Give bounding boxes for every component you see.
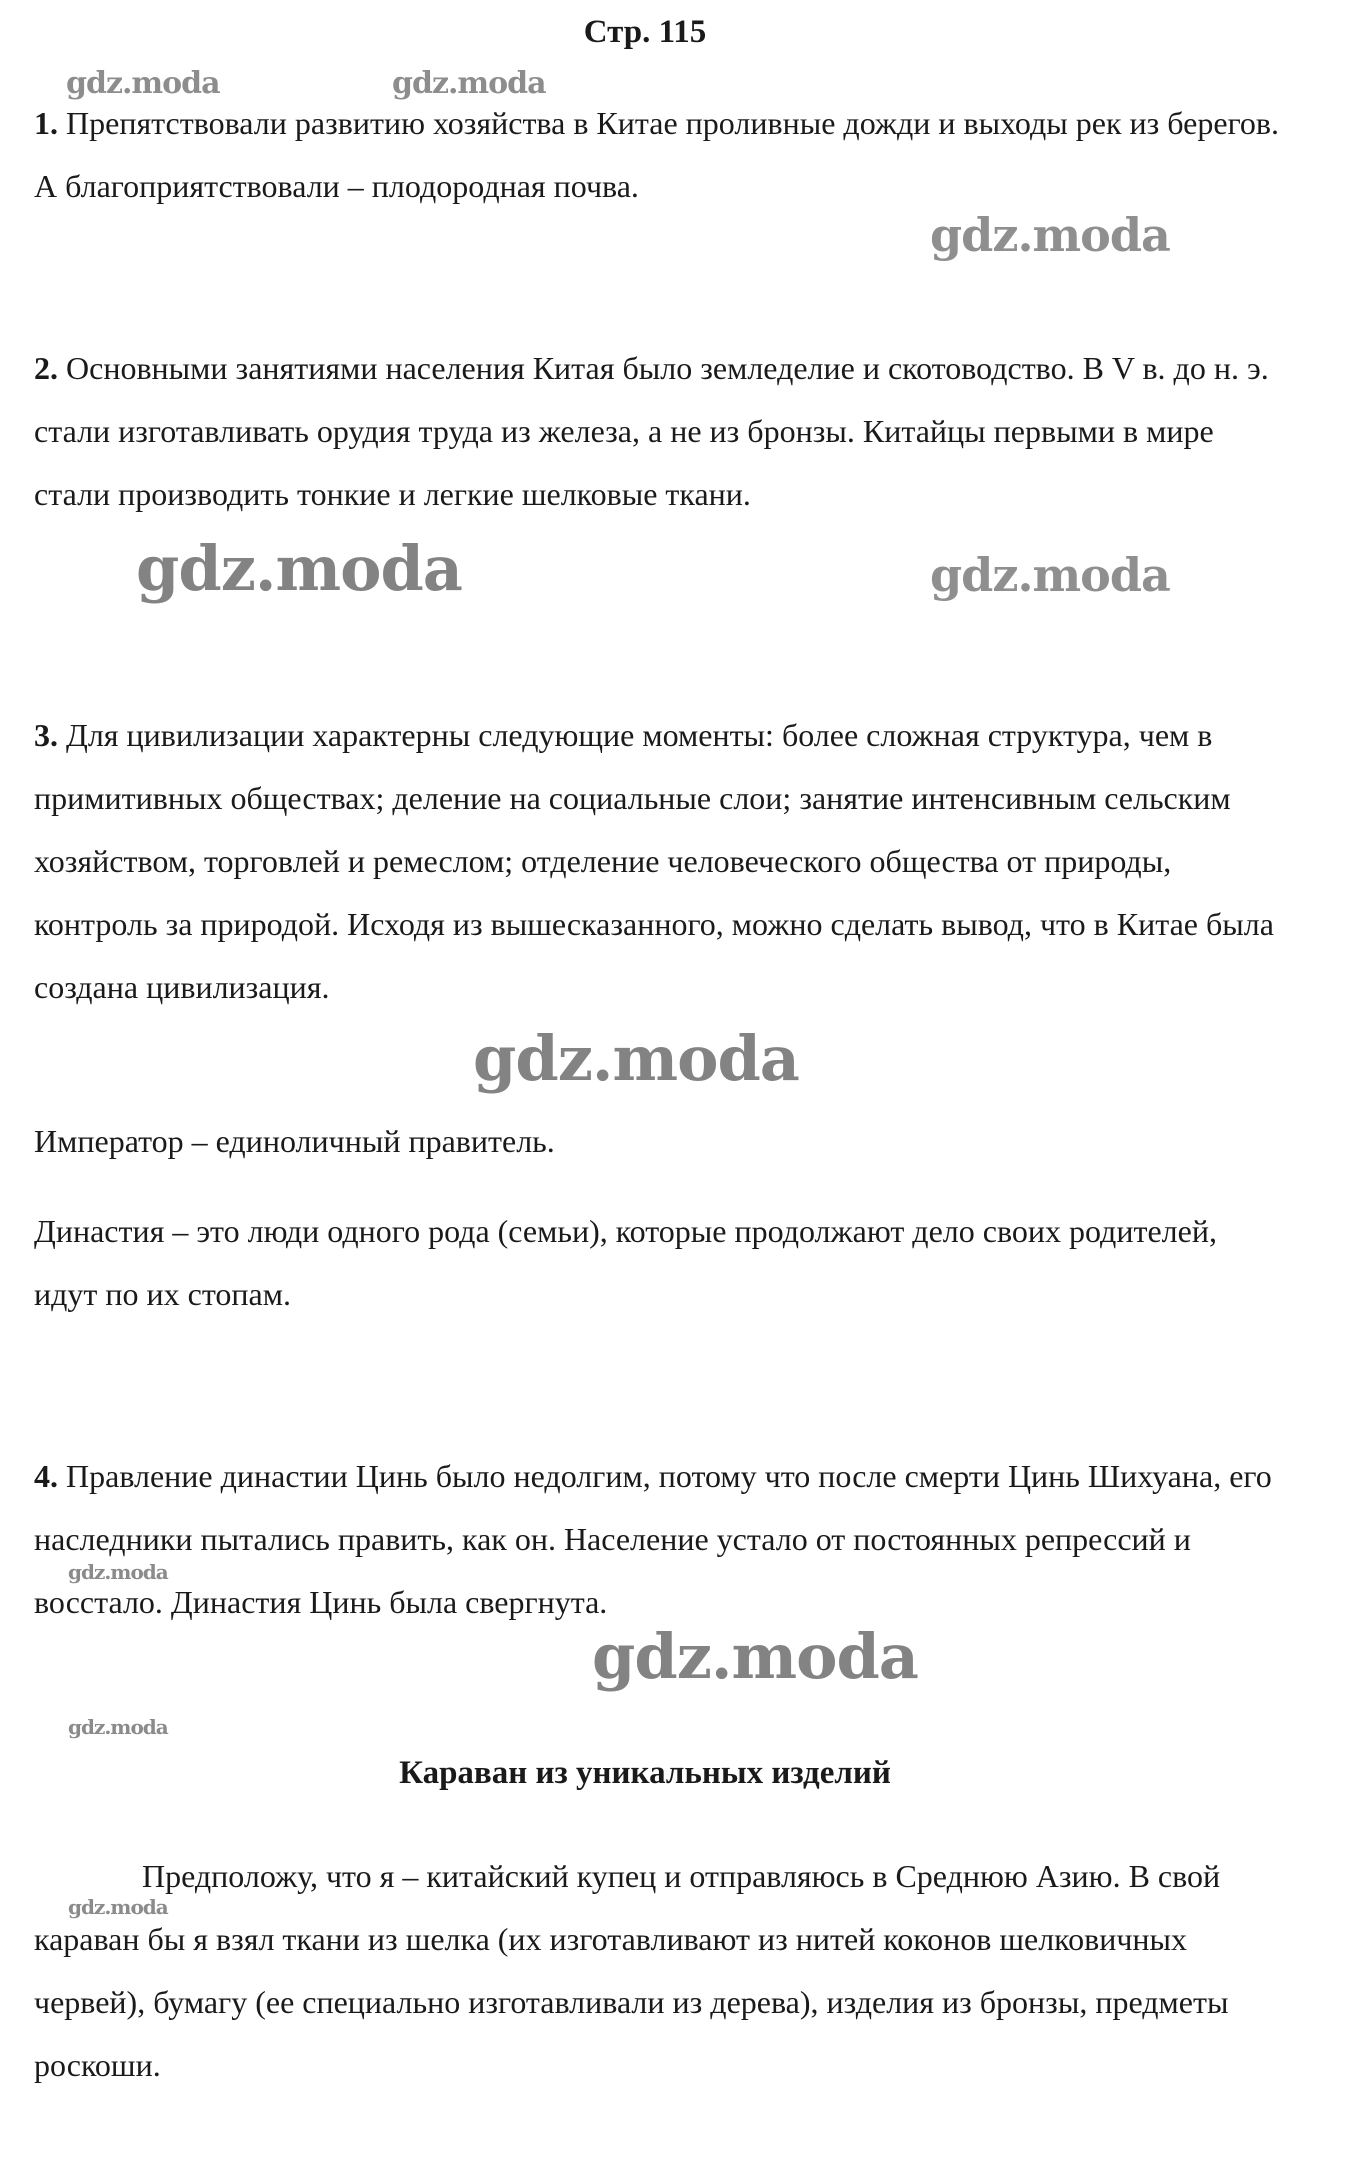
page-title: Стр. 115	[583, 14, 707, 50]
answer-text: Основными занятиями населения Китая было земледелие и скотоводство. В V в. до н. э. стали изготавливать орудия труда из железа, а не из бронзы. Китайцы первыми в мире стали производить тонкие и легкие шелковые ткани.	[34, 350, 1269, 512]
answer-3	[34, 704, 1284, 1019]
watermark: gdz.moda	[930, 548, 1170, 602]
watermark: gdz.moda	[68, 1895, 168, 1919]
watermark: gdz.moda	[68, 1715, 168, 1739]
answer-number: 2.	[34, 350, 58, 386]
watermark: gdz.moda	[930, 208, 1170, 262]
watermark: gdz.moda	[68, 1560, 168, 1584]
answer-number: 4.	[34, 1458, 58, 1494]
watermark: gdz.moda	[392, 66, 546, 101]
answer-text: Препятствовали развитию хозяйства в Китае проливные дожди и выходы рек из берегов. А благоприятствовали – плодородная почва.	[34, 105, 1279, 204]
section-paragraph	[34, 1845, 1284, 2097]
watermark: gdz.moda	[592, 1620, 918, 1693]
definition-dynasty	[34, 1200, 1284, 1326]
watermark: gdz.moda	[66, 66, 220, 101]
answer-number: 1.	[34, 105, 58, 141]
watermark: gdz.moda	[473, 1022, 799, 1095]
answer-number: 3.	[34, 717, 58, 753]
definition-text: Династия – это люди одного рода (семьи), которые продолжают дело своих родителей, идут по их стопам.	[34, 1213, 1217, 1312]
answer-4	[34, 1445, 1284, 1634]
answer-1	[34, 92, 1284, 218]
watermark: gdz.moda	[136, 532, 462, 605]
definition-emperor	[34, 1110, 1284, 1173]
definition-text: Император – единоличный правитель.	[34, 1123, 555, 1159]
answer-text: Правление династии Цинь было недолгим, потому что после смерти Цинь Шихуана, его наследники пытались править, как он. Население устало от постоянных репрессий и восстало. Династия Цинь была свергнута.	[34, 1458, 1272, 1620]
answer-text: Для цивилизации характерны следующие моменты: более сложная структура, чем в примитивных обществах; деление на социальные слои; занятие интенсивным сельским хозяйством, торговлей и ремеслом; отделение человеческого общества от природы, контроль за природой. Исходя из вышесказанного, можно сделать вывод, что в Китае была создана цивилизация.	[34, 717, 1274, 1005]
answer-2	[34, 337, 1284, 526]
section-text: Предположу, что я – китайский купец и отправляюсь в Среднюю Азию. В свой караван бы я взял ткани из шелка (их изготавливают из нитей коконов шелковичных червей), бумагу (ее специально изготавливали из дерева), изделия из бронзы, предметы роскоши.	[34, 1858, 1229, 2083]
section-title: Караван из уникальных изделий	[399, 1755, 891, 1791]
